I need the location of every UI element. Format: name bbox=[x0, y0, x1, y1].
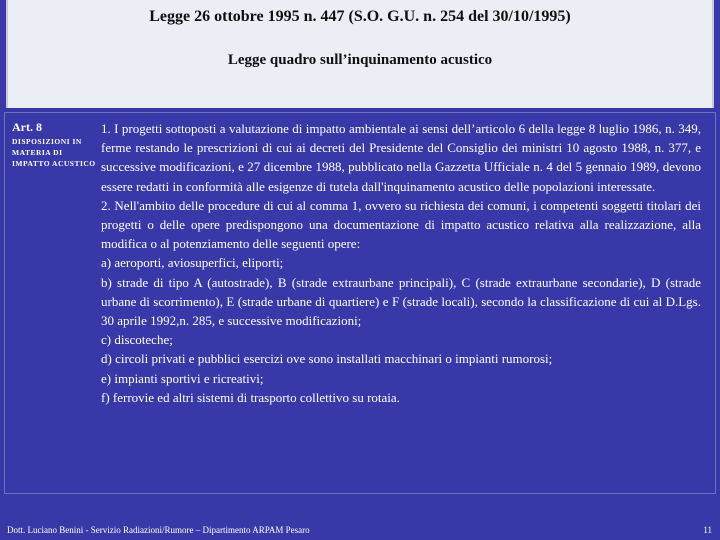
page-number: 11 bbox=[703, 525, 712, 535]
footer-credit: Dott. Luciano Benini - Servizio Radiazioni/Rumore – Dipartimento ARPAM Pesaro bbox=[7, 525, 310, 535]
paragraph-2: 2. Nell'ambito delle procedure di cui al comma 1, ovvero su richiesta dei comuni, i competenti soggetti titolari dei progetti o delle opere predispongono una documentazione di impatto acustico relativa alla realizzazione, alla modifica o al potenziamento delle seguenti opere: bbox=[101, 197, 701, 252]
list-item-e: e) impianti sportivi e ricreativi; bbox=[101, 370, 264, 386]
paragraph-1: 1. I progetti sottoposti a valutazione di impatto ambientale ai sensi dell’articolo 6 della legge 8 luglio 1986, n. 349, ferme restando le prescrizioni di cui ai decreti del Presidente del Consiglio dei ministri 10 agosto 1988, n. 377, e successive modificazioni, e 27 dicembre 1988, pubblicato nella Gazzetta Ufficiale n. 4 del 5 gennaio 1989, devono essere redatti in conformità alle esigenze di tutela dall'inquinamento acustico delle popolazioni interessate. bbox=[101, 121, 701, 194]
article-number: Art. 8 bbox=[12, 120, 42, 134]
slide-title: Legge 26 ottobre 1995 n. 447 (S.O. G.U. n. 254 del 30/10/1995) bbox=[149, 8, 571, 25]
slide-header bbox=[6, 0, 714, 108]
list-item-a: a) aeroporti, aviosuperfici, eliporti; bbox=[101, 255, 284, 271]
article-sidebar bbox=[12, 120, 96, 169]
slide-subtitle: Legge quadro sull’inquinamento acustico bbox=[227, 52, 493, 68]
article-body bbox=[101, 119, 701, 407]
list-item-b: b) strade di tipo A (autostrade), B (strade extraurbane principali), C (strade extraurbane secondarie), D (strade urbane di scorrimento), E (strade urbane di quartiere) e F (strade locali), secondo la classificazione di cui al D.Lgs. 30 aprile 1992,n. 285, e successive modificazioni; bbox=[101, 274, 701, 329]
list-item-c: c) discoteche; bbox=[101, 332, 173, 348]
list-item-d: d) circoli privati e pubblici esercizi ove sono installati macchinari o impianti rumorosi; bbox=[101, 351, 553, 367]
article-heading: DISPOSIZIONI IN MATERIA DI IMPATTO ACUSTICO bbox=[12, 137, 96, 168]
list-item-f: f) ferrovie ed altri sistemi di trasporto collettivo su rotaia. bbox=[101, 389, 400, 405]
